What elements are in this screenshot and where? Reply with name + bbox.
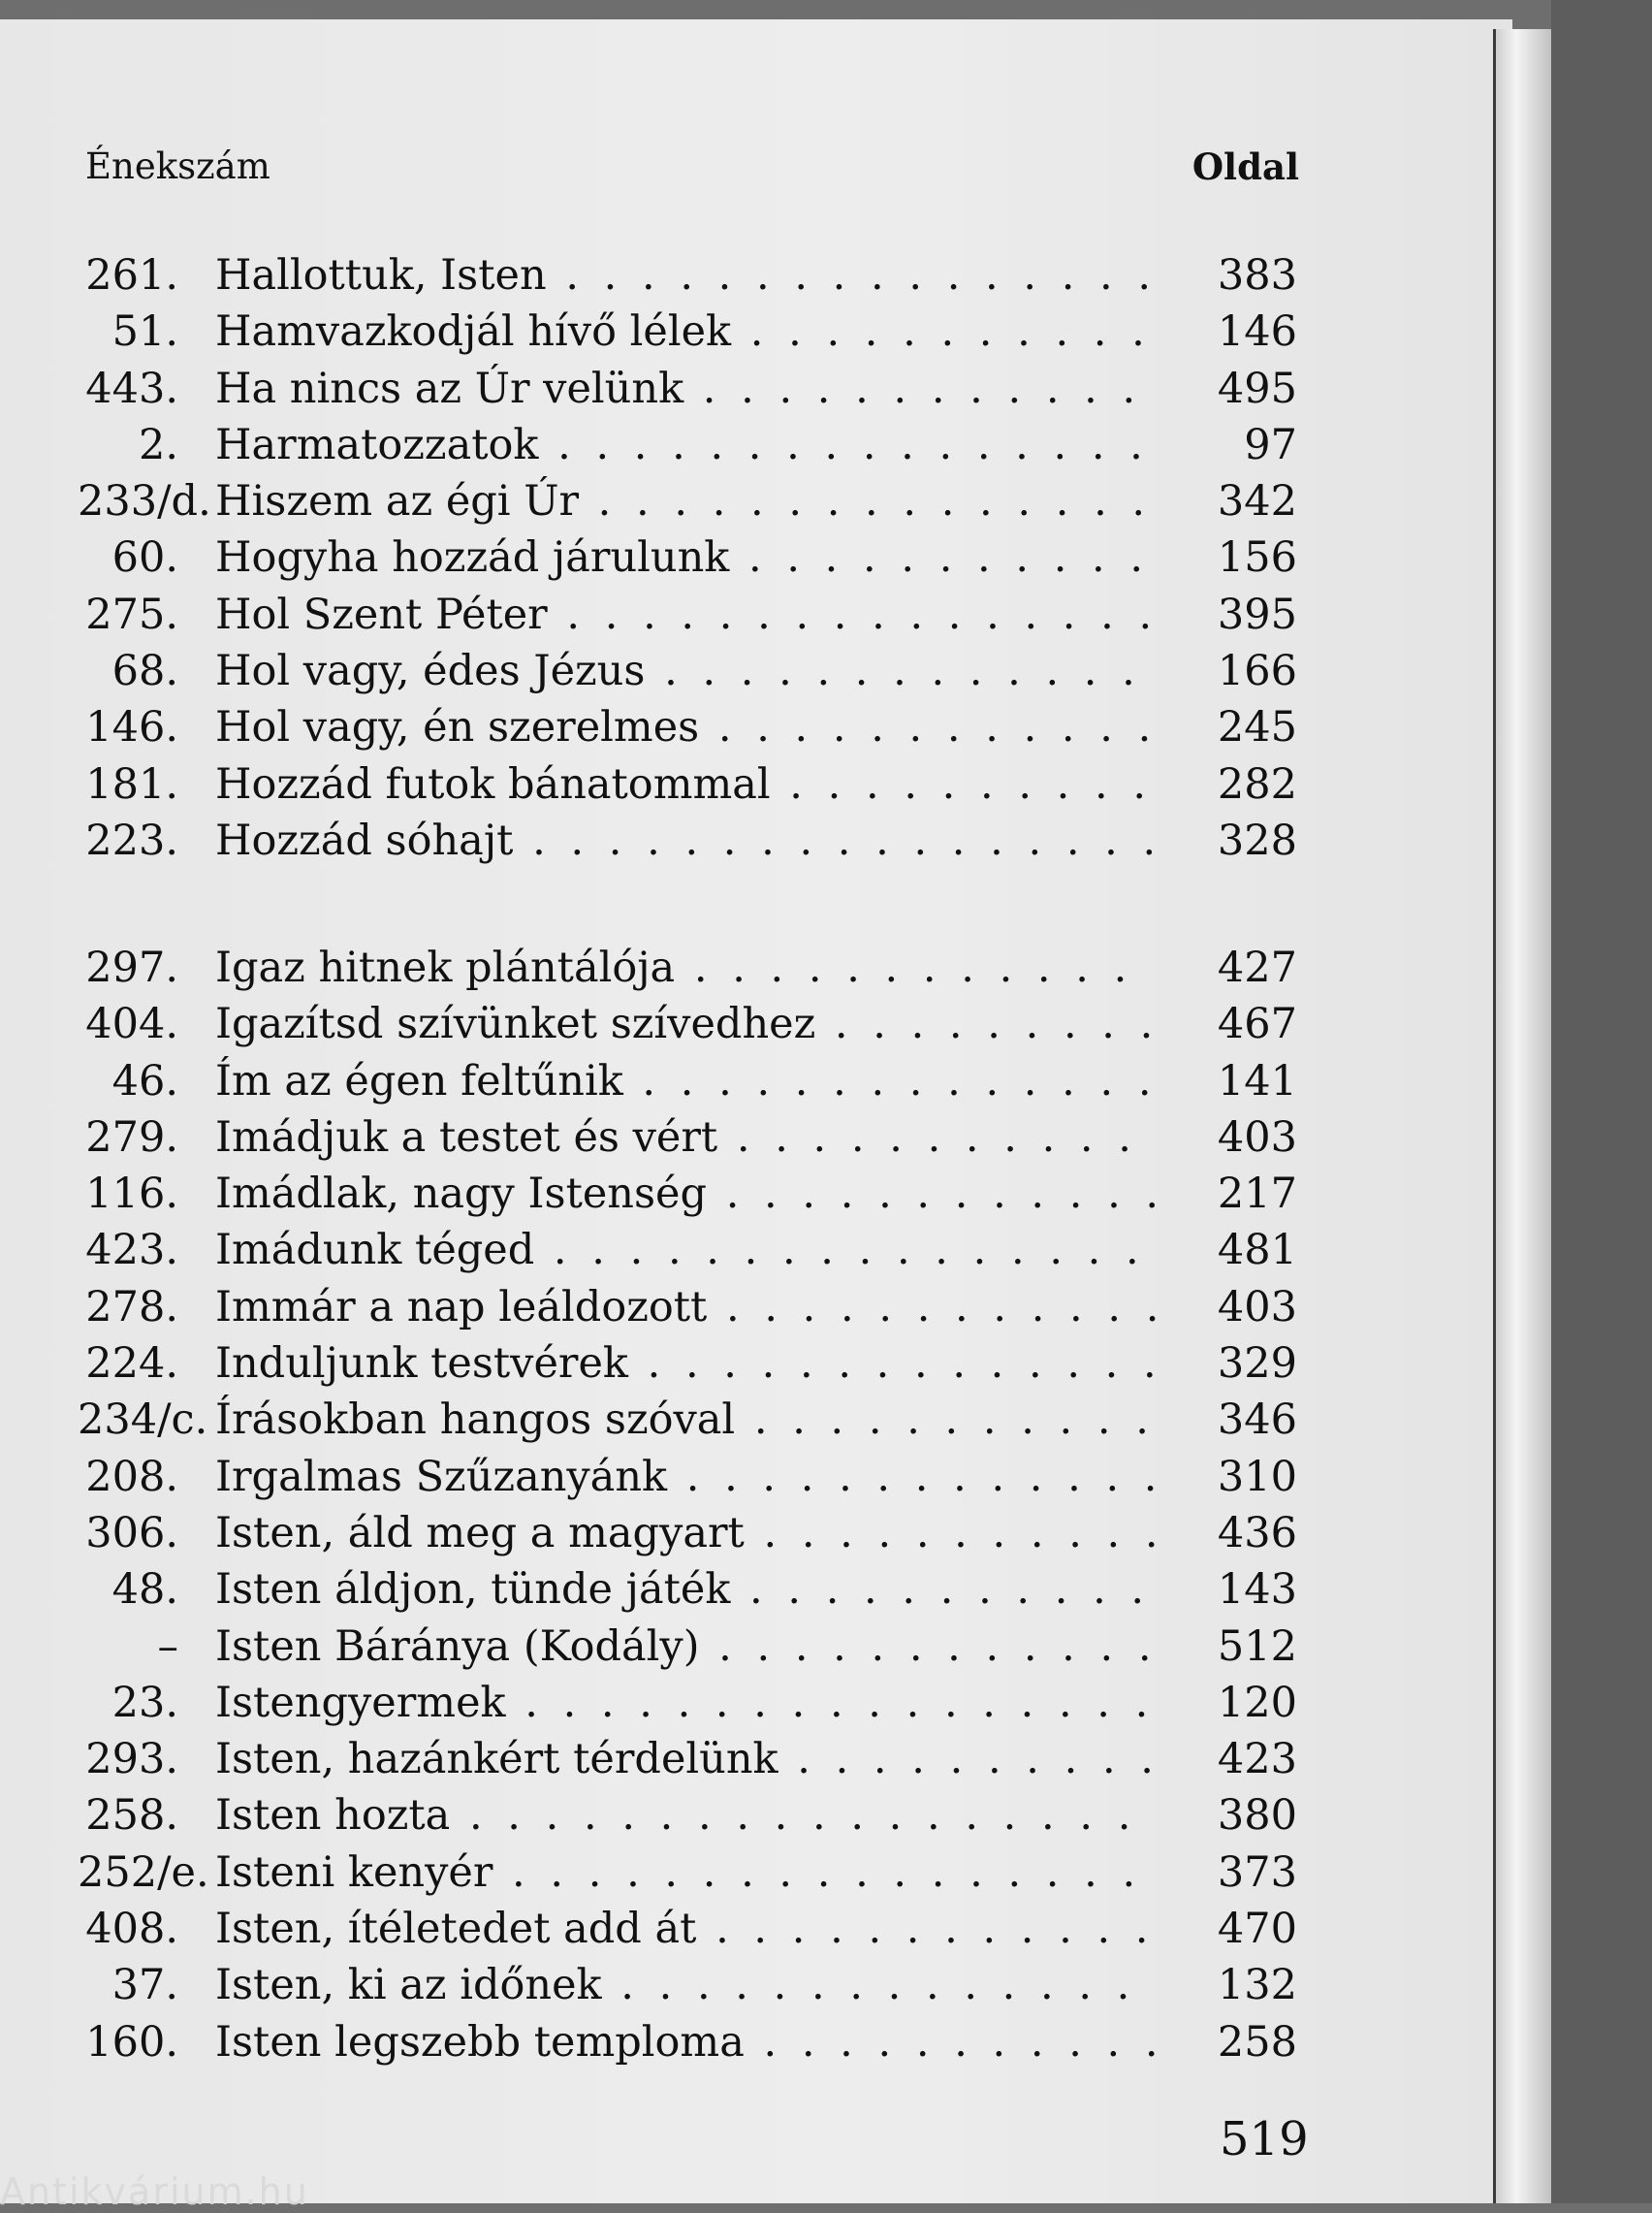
page-no: 403 xyxy=(1217,1282,1297,1331)
song-title: Isten, ki az időnek . . . xyxy=(215,1957,1156,2013)
index-entry xyxy=(78,1279,1301,1335)
song-number: 408. xyxy=(85,1905,178,1954)
song-number: 146. xyxy=(85,703,178,753)
song-number: 423. xyxy=(85,1226,178,1275)
song-title: Isten legszebb temploma . . . xyxy=(215,2014,1156,2070)
song-title: Hallottuk, Isten . . . xyxy=(215,247,1156,304)
page-no: 282 xyxy=(1217,759,1297,809)
song-number: 51. xyxy=(111,307,178,357)
page-no: 329 xyxy=(1217,1339,1297,1389)
index-group-h xyxy=(78,247,1301,869)
page-no: 380 xyxy=(1217,1791,1297,1841)
song-title: Hogyha hozzád járulunk . . . xyxy=(215,529,1156,586)
song-number: 23. xyxy=(111,1678,178,1727)
page-no: 342 xyxy=(1217,477,1297,527)
index-entry xyxy=(78,1731,1301,1787)
page-no: 132 xyxy=(1217,1961,1297,2010)
song-title: Isten, hazánkért térdelünk . . . xyxy=(215,1731,1156,1787)
song-number: 404. xyxy=(85,1000,178,1049)
song-number: 297. xyxy=(85,944,178,992)
index-entry xyxy=(78,587,1301,643)
song-title: Isten áldjon, tünde játék . . . xyxy=(215,1561,1156,1618)
song-title: Isten, ítéletedet add át . . . xyxy=(215,1901,1156,1957)
song-title: Írásokban hangos szóval . . . xyxy=(215,1392,1156,1448)
song-number: 48. xyxy=(111,1565,178,1615)
index-entry xyxy=(78,247,1301,304)
song-title: Hozzád futok bánatommal . . . xyxy=(215,756,1156,813)
index-entry xyxy=(78,1109,1301,1166)
song-title: Hiszem az égi Úr . . . xyxy=(215,473,1156,529)
index-entry xyxy=(78,1844,1301,1901)
song-title: Imádunk téged . . . xyxy=(215,1222,1156,1278)
page-no: 346 xyxy=(1217,1395,1297,1445)
index-entry xyxy=(78,529,1301,586)
song-number: 60. xyxy=(111,533,178,583)
watermark: Antikvárium.hu xyxy=(0,2170,309,2213)
song-number: 37. xyxy=(111,1961,178,2010)
song-number: 279. xyxy=(85,1112,178,1162)
index-entry xyxy=(78,1222,1301,1278)
index-entry xyxy=(78,2014,1301,2070)
song-title: Induljunk testvérek . . . xyxy=(215,1335,1156,1392)
song-title: Hol vagy, édes Jézus . . . xyxy=(215,643,1156,699)
page-no: 481 xyxy=(1217,1226,1297,1275)
page-no: 166 xyxy=(1217,647,1297,696)
page-no: 120 xyxy=(1217,1678,1297,1727)
page-no: 141 xyxy=(1217,1056,1297,1106)
song-number: 223. xyxy=(85,816,178,865)
index-entry xyxy=(78,1335,1301,1392)
index-entry xyxy=(78,1957,1301,2013)
song-number: 224. xyxy=(85,1339,178,1389)
song-title: Hamvazkodjál hívő lélek . . . xyxy=(215,304,1156,360)
song-number: 46. xyxy=(111,1056,178,1106)
song-number: 233/d. xyxy=(78,477,211,527)
book-spine xyxy=(1493,29,1554,2203)
index-entry xyxy=(78,1392,1301,1448)
song-title: Hol Szent Péter . . . xyxy=(215,587,1156,643)
index-entry xyxy=(78,1053,1301,1109)
index-entry xyxy=(78,361,1301,417)
index-entry xyxy=(78,473,1301,529)
page-no: 423 xyxy=(1217,1735,1297,1784)
song-number: 2. xyxy=(138,420,178,469)
page-no: 328 xyxy=(1217,816,1297,865)
song-title: Isten hozta . . . xyxy=(215,1787,1156,1844)
song-title: Irgalmas Szűzanyánk . . . xyxy=(215,1449,1156,1505)
song-number: 252/e. xyxy=(78,1847,209,1897)
song-number: – xyxy=(157,1621,178,1671)
page-no: 245 xyxy=(1217,703,1297,753)
page-no: 427 xyxy=(1217,944,1297,992)
song-title: Ha nincs az Úr velünk . . . xyxy=(215,361,1156,417)
index-group-i xyxy=(78,940,1301,2070)
song-number: 234/c. xyxy=(78,1395,208,1445)
page-no: 146 xyxy=(1217,307,1297,357)
column-heading-page: Oldal xyxy=(1191,145,1299,188)
song-title: Igazítsd szívünket szívedhez . . . xyxy=(215,996,1156,1052)
page-no: 383 xyxy=(1217,251,1297,300)
index-entry xyxy=(78,813,1301,869)
song-number: 181. xyxy=(85,759,178,809)
page-no: 310 xyxy=(1217,1452,1297,1501)
page-no: 467 xyxy=(1217,1000,1297,1049)
page-no: 97 xyxy=(1244,420,1297,469)
song-title: Istengyermek . . . xyxy=(215,1675,1156,1731)
background xyxy=(1551,0,1652,2203)
song-number: 261. xyxy=(85,251,178,300)
page-number: 519 xyxy=(1220,2112,1309,2166)
song-number: 293. xyxy=(85,1735,178,1784)
index-entry xyxy=(78,1901,1301,1957)
page-no: 495 xyxy=(1217,364,1297,413)
song-title: Harmatozzatok . . . xyxy=(215,417,1156,473)
song-title: Isteni kenyér . . . xyxy=(215,1844,1156,1901)
song-title: Hozzád sóhajt . . . xyxy=(215,813,1156,869)
song-title: Isten Báránya (Kodály) . . . xyxy=(215,1619,1156,1675)
index-entry xyxy=(78,1166,1301,1222)
page-no: 512 xyxy=(1217,1621,1297,1671)
song-title: Igaz hitnek plántálója . . . xyxy=(215,940,1156,996)
page-no: 217 xyxy=(1217,1170,1297,1219)
index-entry xyxy=(78,643,1301,699)
page-no: 403 xyxy=(1217,1112,1297,1162)
index-entry xyxy=(78,1505,1301,1561)
page-no: 373 xyxy=(1217,1847,1297,1897)
page-no: 156 xyxy=(1217,533,1297,583)
page-no: 143 xyxy=(1217,1565,1297,1615)
page-no: 395 xyxy=(1217,590,1297,639)
index-entry xyxy=(78,996,1301,1052)
column-heading-song-number: Énekszám xyxy=(85,145,270,187)
index-entry xyxy=(78,940,1301,996)
page-no: 470 xyxy=(1217,1905,1297,1954)
index-entry xyxy=(78,699,1301,755)
index-entry xyxy=(78,1449,1301,1505)
song-number: 275. xyxy=(85,590,178,639)
song-title: Hol vagy, én szerelmes . . . xyxy=(215,699,1156,755)
song-title: Ím az égen feltűnik . . . xyxy=(215,1053,1156,1109)
song-number: 116. xyxy=(85,1170,178,1219)
index-entry xyxy=(78,756,1301,813)
index-entry xyxy=(78,1675,1301,1731)
song-number: 278. xyxy=(85,1282,178,1331)
song-number: 208. xyxy=(85,1452,178,1501)
song-number: 68. xyxy=(111,647,178,696)
index-entry xyxy=(78,1787,1301,1844)
song-number: 306. xyxy=(85,1508,178,1557)
song-number: 443. xyxy=(85,364,178,413)
page-no: 258 xyxy=(1217,2017,1297,2067)
song-number: 160. xyxy=(85,2017,178,2067)
song-title: Immár a nap leáldozott . . . xyxy=(215,1279,1156,1335)
index-entry xyxy=(78,304,1301,360)
song-number: 258. xyxy=(85,1791,178,1841)
index-entry xyxy=(78,417,1301,473)
page-no: 436 xyxy=(1217,1508,1297,1557)
song-title: Imádjuk a testet és vért . . . xyxy=(215,1109,1156,1166)
index-entry xyxy=(78,1561,1301,1618)
index-entry xyxy=(78,1619,1301,1675)
song-title: Imádlak, nagy Istenség . . . xyxy=(215,1166,1156,1222)
song-title: Isten, áld meg a magyart . . . xyxy=(215,1505,1156,1561)
